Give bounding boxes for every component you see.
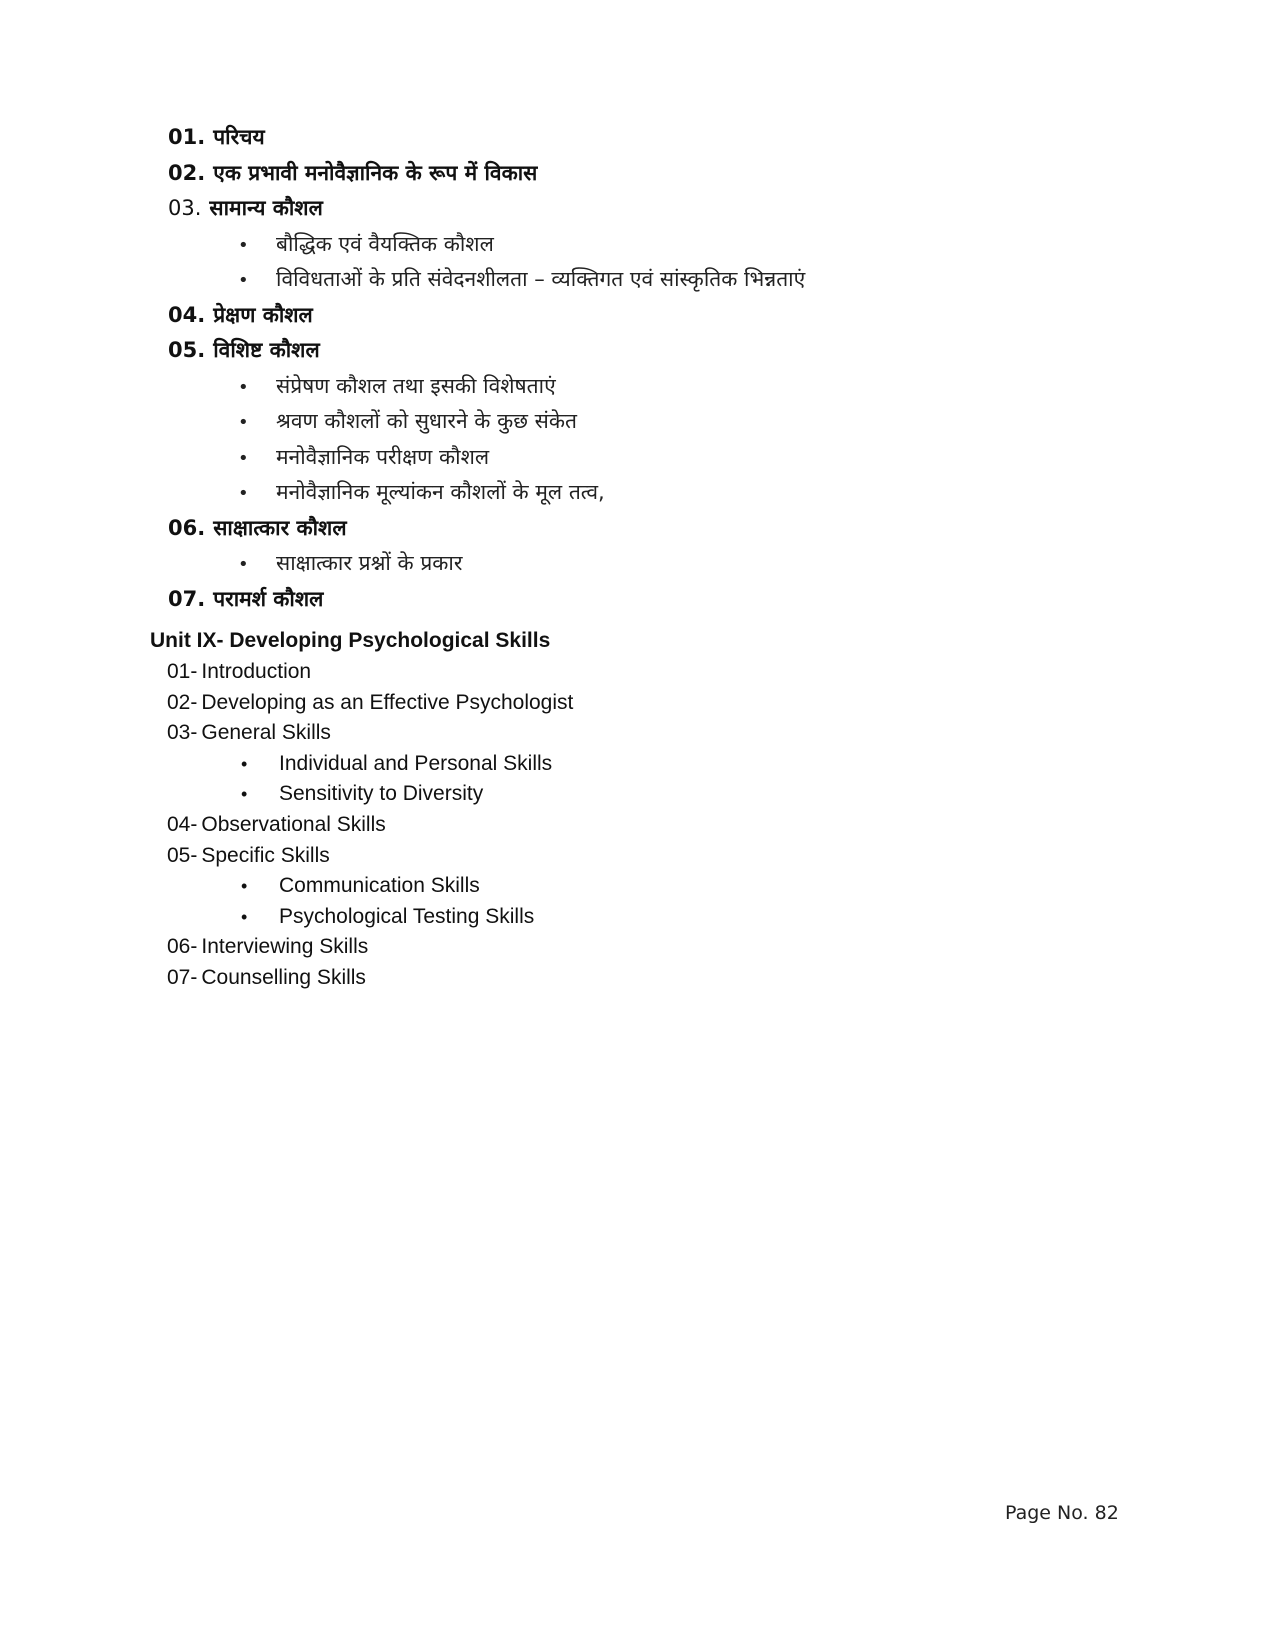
- item-text: साक्षात्कार प्रश्नों के प्रकार: [276, 551, 463, 575]
- item-text: Psychological Testing Skills: [279, 904, 535, 928]
- unit-heading: [150, 625, 1050, 657]
- item-text: प्रेक्षण कौशल: [213, 302, 313, 327]
- english-item-06: [150, 932, 1050, 963]
- bullet-icon: •: [238, 447, 249, 469]
- english-item-03: [150, 718, 1050, 749]
- item-text: General Skills: [201, 721, 331, 745]
- item-text: Interviewing Skills: [201, 935, 369, 959]
- hindi-item-04: [168, 298, 1168, 334]
- english-item-07: [150, 963, 1050, 994]
- item-number: 04.: [168, 302, 206, 327]
- bullet-icon: •: [238, 234, 249, 256]
- item-text: Observational Skills: [201, 812, 386, 836]
- bullet-icon: •: [241, 753, 248, 774]
- bullet-icon: •: [238, 554, 249, 575]
- hindi-item-05: [168, 333, 1168, 369]
- item-text: बौद्धिक एवं वैयक्तिक कौशल: [276, 231, 494, 256]
- item-text: साक्षात्कार कौशल: [213, 515, 347, 540]
- bullet-icon: •: [238, 270, 249, 291]
- bullet-icon: •: [238, 483, 249, 504]
- bullet-icon: •: [241, 876, 248, 897]
- hindi-subitem: [168, 404, 1168, 440]
- hindi-item-06: [168, 511, 1168, 547]
- item-number: 02.: [168, 160, 206, 185]
- english-item-02: [150, 688, 1050, 719]
- hindi-item-03: [168, 191, 1168, 227]
- item-text: Specific Skills: [201, 843, 330, 867]
- item-text: Introduction: [201, 660, 312, 683]
- hindi-item-01: [168, 120, 1168, 156]
- item-number: 07.: [168, 586, 206, 611]
- english-subitem: [150, 871, 1050, 902]
- hindi-subitem: [168, 475, 1168, 511]
- bullet-icon: •: [238, 412, 249, 433]
- page-number: Page No. 82: [1005, 1502, 1119, 1524]
- english-item-05: [150, 841, 1050, 872]
- item-number: 06.: [168, 515, 206, 540]
- english-subitem: [150, 749, 1050, 780]
- bullet-icon: •: [238, 376, 249, 398]
- item-number: 03-: [167, 721, 198, 745]
- item-text: विशिष्ट कौशल: [213, 338, 320, 362]
- item-number: 02-: [167, 690, 198, 714]
- hindi-subitem: [168, 227, 1168, 263]
- item-text: मनोवैज्ञानिक मूल्यांकन कौशलों के मूल तत्व,: [276, 480, 605, 504]
- english-subitem: [150, 779, 1050, 810]
- item-number: 06-: [167, 935, 198, 959]
- english-subitem: [150, 902, 1050, 933]
- hindi-item-07: [168, 582, 1168, 618]
- english-item-04: [150, 810, 1050, 841]
- item-text: Individual and Personal Skills: [279, 751, 553, 775]
- bullet-icon: •: [241, 906, 248, 927]
- item-number: 01-: [167, 660, 198, 683]
- hindi-syllabus-list: [168, 120, 1168, 617]
- item-number: 03.: [168, 196, 202, 220]
- english-item-01: [150, 657, 1050, 688]
- item-number: 07-: [167, 965, 198, 989]
- hindi-subitem: [168, 369, 1168, 405]
- english-syllabus-list: [150, 625, 1050, 994]
- hindi-subitem: [168, 546, 1168, 582]
- item-text: विविधताओं के प्रति संवेदनशीलता – व्यक्तिगत एवं सांस्कृतिक भिन्नताएं: [276, 267, 806, 291]
- item-number: 04-: [167, 812, 198, 836]
- item-number: 05-: [167, 843, 198, 867]
- item-number: 01.: [168, 125, 206, 149]
- bullet-icon: •: [241, 784, 248, 805]
- item-number: 05.: [168, 338, 206, 362]
- item-text: परामर्श कौशल: [213, 586, 324, 611]
- item-text: संप्रेषण कौशल तथा इसकी विशेषताएं: [276, 373, 556, 398]
- hindi-item-02: [168, 156, 1168, 192]
- hindi-subitem: [168, 262, 1168, 298]
- item-text: परिचय: [213, 125, 265, 149]
- unit-label: Unit IX: [150, 629, 217, 652]
- unit-title: - Developing Psychological Skills: [216, 629, 551, 652]
- item-text: मनोवैज्ञानिक परीक्षण कौशल: [276, 444, 490, 469]
- item-text: श्रवण कौशलों को सुधारने के कुछ संकेत: [276, 409, 577, 433]
- item-text: Communication Skills: [279, 874, 480, 898]
- item-text: सामान्य कौशल: [209, 196, 323, 220]
- item-text: Sensitivity to Diversity: [279, 782, 484, 806]
- hindi-subitem: [168, 440, 1168, 476]
- item-text: Developing as an Effective Psychologist: [201, 690, 574, 714]
- item-text: Counselling Skills: [201, 965, 366, 989]
- item-text: एक प्रभावी मनोवैज्ञानिक के रूप में विकास: [213, 160, 538, 185]
